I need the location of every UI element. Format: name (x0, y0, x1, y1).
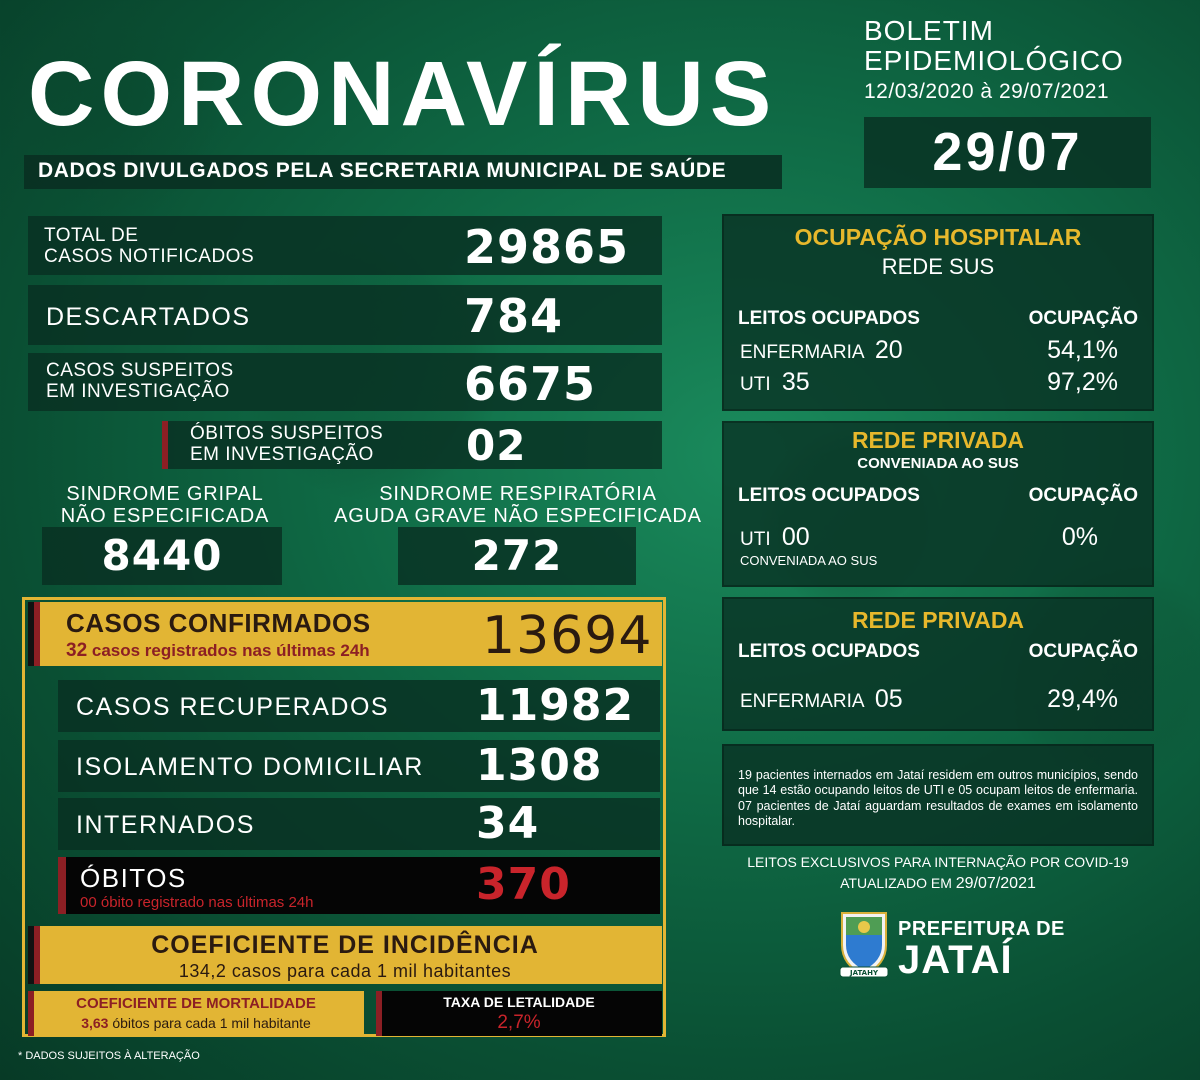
private-sus-subtitle: CONVENIADA AO SUS (857, 455, 1019, 472)
logo-line2: JATAÍ (898, 938, 1013, 982)
icu-label: UTI (740, 374, 771, 395)
mortality-text: óbitos para cada 1 mil habitante (112, 1015, 311, 1031)
logo-line1: PREFEITURA DE (898, 918, 1065, 940)
discarded-panel (28, 285, 662, 345)
icu-pct: 0% (1061, 523, 1098, 551)
hospital-sus-panel (722, 214, 1154, 411)
icu-note: CONVENIADA AO SUS (740, 553, 878, 568)
bulletin-line1: BOLETIM (864, 15, 994, 46)
mortality-label: COEFICIENTE DE MORTALIDADE (76, 995, 316, 1012)
hospital-sus-subtitle: REDE SUS (881, 254, 995, 279)
flu-label-line1: SINDROME GRIPAL (66, 483, 264, 505)
beds-header: LEITOS OCUPADOS (738, 641, 920, 662)
note-panel (722, 744, 1154, 846)
flu-value: 8440 (101, 531, 223, 580)
srag-label-line1: SINDROME RESPIRATÓRIA (379, 483, 657, 505)
subtitle: DADOS DIVULGADOS PELA SECRETARIA MUNICIPAL DE SAÚDE (38, 159, 727, 182)
suspected-label-2: EM INVESTIGAÇÃO (46, 380, 230, 402)
occupancy-header: OCUPAÇÃO (1028, 485, 1138, 506)
date-box (864, 117, 1151, 188)
icu-label: UTI (740, 529, 771, 550)
srag-panel (398, 527, 636, 585)
deaths-value: 370 (476, 859, 571, 910)
ward-pct: 29,4% (1047, 685, 1118, 713)
confirmed-new-count: 32 (66, 640, 88, 661)
accent-bar (162, 421, 168, 469)
lethality-label: TAXA DE LETALIDADE (443, 994, 595, 1010)
ward-pct: 54,1% (1047, 336, 1118, 364)
beds-header: LEITOS OCUPADOS (738, 308, 920, 329)
accent-bar (58, 857, 66, 914)
srag-value: 272 (471, 531, 563, 580)
occupancy-header: OCUPAÇÃO (1028, 641, 1138, 662)
incidence-text: 134,2 casos para cada 1 mil habitantes (178, 961, 512, 981)
flu-label (40, 483, 290, 527)
deaths-label: ÓBITOS (80, 863, 187, 893)
bulletin-title (864, 16, 1164, 104)
private-panel (722, 597, 1154, 731)
confirmed-new-text: casos registrados nas últimas 24h (91, 641, 370, 660)
recovered-panel (58, 680, 660, 732)
deaths-panel (58, 857, 660, 914)
ward-value: 05 (874, 685, 903, 713)
ward-label: ENFERMARIA (740, 691, 864, 712)
total-notified-value: 29865 (464, 220, 630, 274)
note-text: 19 pacientes internados em Jataí residem em outros municípios, sendo que 14 estão ocupando leitos de UTI e 05 ocupam leitos de enfermaria. 07 pacientes de Jataí aguardam resultados de exames em isolamento hospitalar. (738, 768, 1138, 828)
exclusive-date: 29/07/2021 (955, 875, 1036, 893)
private-sus-panel (722, 421, 1154, 587)
icu-value: 35 (781, 368, 810, 396)
subtitle-bar (24, 155, 782, 189)
isolation-panel (58, 740, 660, 792)
isolation-value: 1308 (476, 740, 603, 791)
accent-bar (34, 602, 40, 666)
occupancy-header: OCUPAÇÃO (1028, 308, 1138, 329)
suspect-deaths-label: ÓBITOS SUSPEITOS (190, 423, 384, 444)
suspect-deaths-label-2: EM INVESTIGAÇÃO (190, 443, 374, 465)
icu-value: 00 (781, 523, 810, 551)
total-notified-label-2: CASOS NOTIFICADOS (44, 245, 255, 267)
suspected-label: CASOS SUSPEITOS (46, 360, 234, 381)
confirmed-value: 13694 (482, 606, 653, 666)
exclusive-beds-note (720, 852, 1156, 895)
hospitalized-value: 34 (476, 798, 540, 849)
flu-panel (42, 527, 282, 585)
private-title: REDE PRIVADA (851, 607, 1025, 633)
isolation-label: ISOLAMENTO DOMICILIAR (76, 753, 424, 781)
icu-pct: 97,2% (1047, 368, 1118, 396)
confirmed-label: CASOS CONFIRMADOS (66, 608, 371, 638)
mortality-value: 3,63 (81, 1015, 109, 1031)
bulletin-date: 29/07 (932, 122, 1083, 182)
ward-value: 20 (874, 336, 903, 364)
private-sus-title: REDE PRIVADA (851, 427, 1025, 453)
seal-text: JATAHY (849, 969, 879, 977)
bulletin-period: 12/03/2020 à 29/07/2021 (864, 80, 1110, 104)
discarded-label: DESCARTADOS (46, 303, 251, 331)
exclusive-line1: LEITOS EXCLUSIVOS PARA INTERNAÇÃO POR COVID-19 (747, 854, 1129, 870)
incidence-label: COEFICIENTE DE INCIDÊNCIA (151, 931, 539, 959)
discarded-value: 784 (464, 289, 564, 343)
city-logo-text (898, 918, 1065, 982)
hospitalized-label: INTERNADOS (76, 811, 255, 839)
incidence-panel (28, 926, 662, 984)
total-notified-panel (28, 216, 662, 275)
mortality-panel (28, 991, 364, 1036)
beds-header: LEITOS OCUPADOS (738, 485, 920, 506)
exclusive-prefix: ATUALIZADO EM (840, 875, 952, 892)
suspected-value: 6675 (464, 357, 597, 411)
recovered-label: CASOS RECUPERADOS (76, 693, 390, 721)
hospital-sus-title: OCUPAÇÃO HOSPITALAR (794, 224, 1082, 250)
city-seal-icon (836, 905, 892, 979)
suspect-deaths-panel (162, 421, 662, 469)
srag-label (318, 483, 718, 527)
total-notified-label: TOTAL DE (44, 225, 139, 246)
lethality-value: 2,7% (497, 1012, 541, 1033)
confirmed-panel (28, 602, 662, 666)
srag-label-line2: AGUDA GRAVE NÃO ESPECIFICADA (334, 505, 702, 527)
bulletin-line2: EPIDEMIOLÓGICO (864, 45, 1124, 77)
hospitalized-panel (58, 798, 660, 850)
flu-label-line2: NÃO ESPECIFICADA (60, 505, 270, 527)
suspected-panel (28, 353, 662, 411)
lethality-panel (376, 991, 662, 1036)
main-title: CORONAVÍRUS (28, 43, 778, 145)
ward-label: ENFERMARIA (740, 342, 864, 363)
deaths-note: 00 óbito registrado nas últimas 24h (80, 894, 314, 911)
disclaimer: * DADOS SUJEITOS À ALTERAÇÃO (18, 1050, 200, 1062)
recovered-value: 11982 (476, 680, 635, 731)
suspect-deaths-value: 02 (466, 421, 527, 470)
